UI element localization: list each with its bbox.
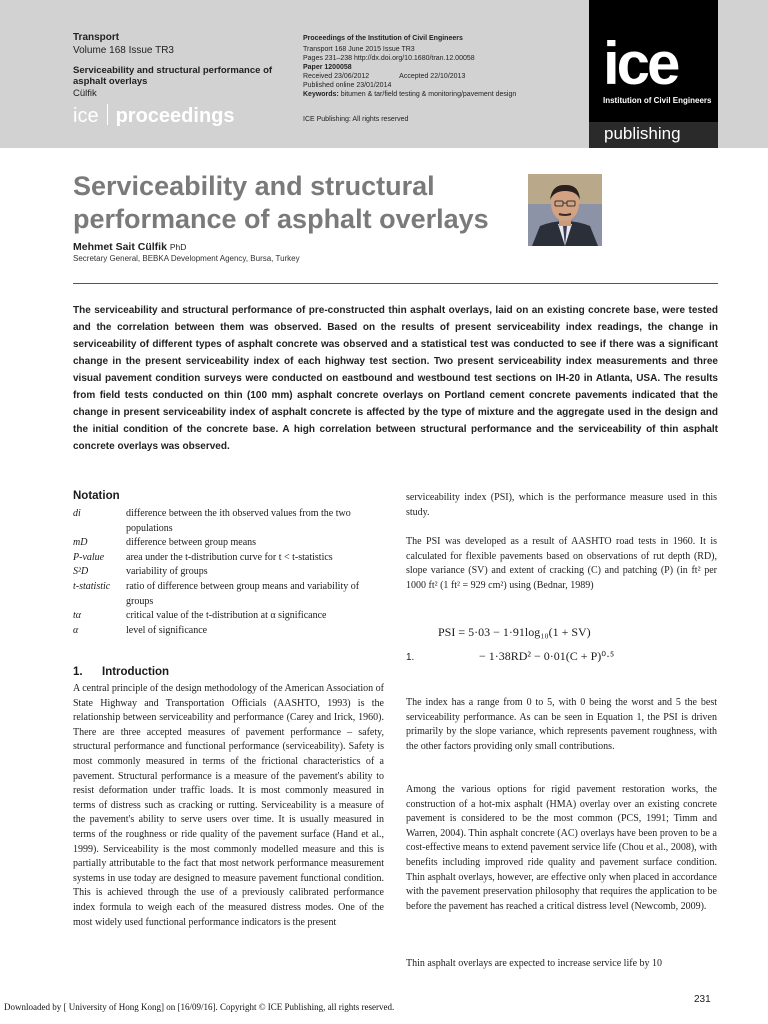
right-paragraph-3 — [406, 783, 717, 914]
title-line-1: Serviceability and structural — [73, 171, 435, 201]
notation-definition: difference between the ith observed values from the two populations — [126, 508, 351, 534]
dates-row — [303, 72, 583, 81]
notation-item — [73, 536, 384, 551]
overlay-options-text: Among the various options for rigid pavement restoration works, the construction of a hot-mix asphalt (HMA) overlay over an existing concrete pavement is considered to be the most common (PCS, 1991; Timm and Warren, 2004). Thin asphalt concrete (AC) overlays have been proven to be a cost-effective means to extend pavement service life (Chou et al., 2008), with benefits including improved ride quality and pavement surface condition. Thin asphalt overlays, however, are effective only when placed in accordance with the pavement preservation philosophy that requires the application to be before the pavement has reached a critical distress level (Newcomb, 2009). — [406, 784, 717, 912]
author-portrait-icon — [528, 174, 602, 246]
brand-separator — [107, 104, 108, 125]
running-author: Cülfik — [73, 88, 97, 99]
citation: Transport 168 June 2015 Issue TR3 — [303, 46, 415, 53]
notation-symbol: di — [73, 508, 81, 519]
paper-number: Paper 1200058 — [303, 64, 352, 71]
notation-symbol: S²D — [73, 566, 89, 578]
received-date: Received 23/06/2012 — [303, 73, 370, 80]
intro-title: Introduction — [102, 666, 170, 678]
brand-proceedings: proceedings — [115, 105, 235, 127]
brand-ice: ice — [73, 105, 99, 127]
keywords-text: bitumen & tar/field testing & monitoring/pavement design — [338, 91, 517, 98]
logo-publishing: publishing — [604, 124, 681, 143]
keywords-label: Keywords: — [303, 91, 339, 98]
rights-notice: ICE Publishing: All rights reserved — [303, 116, 409, 123]
right-paragraph-4 — [406, 957, 717, 972]
published-date: Published online 23/01/2014 — [303, 82, 392, 89]
psi-definition-text: The PSI was developed as a result of AASHTO road tests in 1960. It is calculated for flexible pavements based on observations of rut depth (RD), slope variance (SV) and extent of cracking (C) and patching (P) (in ft² per 1000 ft² (1 ft² = 929 cm²) using (Bednar, 1989) — [406, 536, 717, 591]
notation-item — [73, 580, 384, 609]
logo-ice-mark: ice — [603, 30, 678, 97]
header-left — [73, 32, 298, 99]
notation-definition: area under the t-distribution curve for t < t-statistics — [126, 551, 333, 563]
notation-item — [73, 565, 384, 580]
right-paragraph-1 — [406, 535, 717, 593]
accepted-date: Accepted 22/10/2013 — [399, 73, 466, 80]
equation-number: 1. — [406, 652, 415, 663]
notation-heading: Notation — [73, 490, 120, 502]
abstract: The serviceability and structural performance of pre-constructed thin asphalt overlays, laid on an existing concrete base, were tested and the correlation between them was observed. Based on the results of present serviceability index readings, the change in serviceability of different types of asphalt concrete was observed and a statistical test was conducted to see if there was a significant change in the present serviceability index of each highway test section. Two present serviceability index measurements and three visual pavement condition surveys were conducted on eastbound and westbound test sections on IH-20 in Atlanta, USA. The results from field tests conducted on thin (100 mm) asphalt concrete overlays on Portland cement concrete pavements indicated that the change in present serviceability index of asphalt concrete is affected by the type of mixture and the aggregate used in the design and the initial condition of the concrete base. A high correlation between structural performance and the serviceability of thin asphalt concrete overlays was observed. — [73, 305, 718, 452]
notation-item — [73, 609, 384, 624]
author-name — [73, 241, 186, 253]
author-degree: PhD — [169, 242, 187, 252]
notation-item — [73, 507, 384, 536]
equation-line-1: PSI = 5·03 − 1·91log₁₀(1 + SV) — [438, 625, 591, 639]
notation-symbol: tα — [73, 610, 82, 622]
intro-paragraph — [73, 682, 384, 930]
service-life-text: Thin asphalt overlays are expected to increase service life by 10 — [406, 958, 663, 969]
psi-intro-text: serviceability index (PSI), which is the performance measure used in this study. — [406, 492, 717, 518]
right-paragraph-0 — [406, 491, 717, 520]
ice-proceedings-brand — [73, 104, 235, 128]
notation-definition: difference between group means — [126, 537, 257, 549]
equation-line-2: − 1·38RD² − 0·01(C + P)⁰·⁵ — [479, 649, 615, 663]
notation-symbol: P-value — [73, 551, 105, 563]
notation-definition: critical value of the t-distribution at α significance — [126, 610, 327, 622]
article-title — [73, 170, 489, 236]
proceedings-title: Proceedings of the Institution of Civil Engineers — [303, 35, 463, 42]
pages-doi: Pages 231–238 http://dx.doi.org/10.1680/tran.12.00058 — [303, 55, 475, 62]
notation-symbol: mD — [73, 537, 88, 549]
notation-item — [73, 624, 384, 639]
keywords — [303, 90, 583, 99]
author-affiliation: Secretary General, BEBKA Development Agency, Bursa, Turkey — [73, 254, 300, 263]
page-number: 231 — [694, 994, 711, 1005]
intro-heading — [73, 666, 169, 678]
journal-volume: Volume 168 Issue TR3 — [73, 45, 174, 56]
psi-range-text: The index has a range from 0 to 5, with 0 being the worst and 5 the best serviceability performance. As can be seen in Equation 1, the PSI is driven primarily by the slope variance, which represents pavement roughness, with the other factors providing only small contributions. — [406, 697, 717, 752]
ice-publishing-logo — [589, 0, 718, 148]
notation-definition: level of significance — [126, 624, 208, 636]
title-line-2: performance of asphalt overlays — [73, 204, 489, 234]
author-photo — [528, 174, 602, 246]
notation-definition: variability of groups — [126, 566, 208, 578]
journal-name: Transport — [73, 32, 120, 43]
intro-number: 1. — [73, 666, 83, 678]
author-fullname: Mehmet Sait Cülfik — [73, 241, 167, 253]
notation-item — [73, 551, 384, 566]
notation-symbol: α — [73, 624, 79, 636]
running-title: Serviceability and structural performance of asphalt overlays — [73, 65, 273, 87]
publication-info — [303, 34, 583, 124]
intro-text: A central principle of the design methodology of the American Association of State Highway and Transportation Officials (AASHTO, 1993) is the relationship between serviceability and performance (Carey and Irick, 1960). There are three accepted measures of pavement performance – safety, structural performance and functional performance (serviceability). Safety is most commonly measured in terms of the frictional characteristics of a pavement. Structural performance is a measure of the pavement's ability to resist deformation under traffic loads. It is most commonly measured in terms of distress such as cracking or rutting. Serviceability is a measure of the pavement's ability to serve users over time. It is usually measured in terms of the roughness or ride quality of the pavement surface (Hand et al., 1999). Serviceability is the most commonly modelled measure and this is partially attributable to the fact that most network performance measurement systems in use today are designed to measure pavement functional condition. This is achieved through the use of a previously calibrated performance index formula to weigh each of the measured distress modes. One of the most widely used functional performance indicators is the present — [73, 683, 384, 928]
notation-definition: ratio of difference between group means and variability of groups — [126, 580, 360, 607]
logo-institution: Institution of Civil Engineers — [603, 96, 712, 105]
download-notice: Downloaded by [ University of Hong Kong] on [16/09/16]. Copyright © ICE Publishing, all rights reserved. — [4, 1002, 395, 1012]
divider-rule — [73, 283, 718, 284]
right-paragraph-2 — [406, 696, 717, 754]
notation-list — [73, 507, 384, 638]
notation-symbol: t-statistic — [73, 580, 111, 592]
